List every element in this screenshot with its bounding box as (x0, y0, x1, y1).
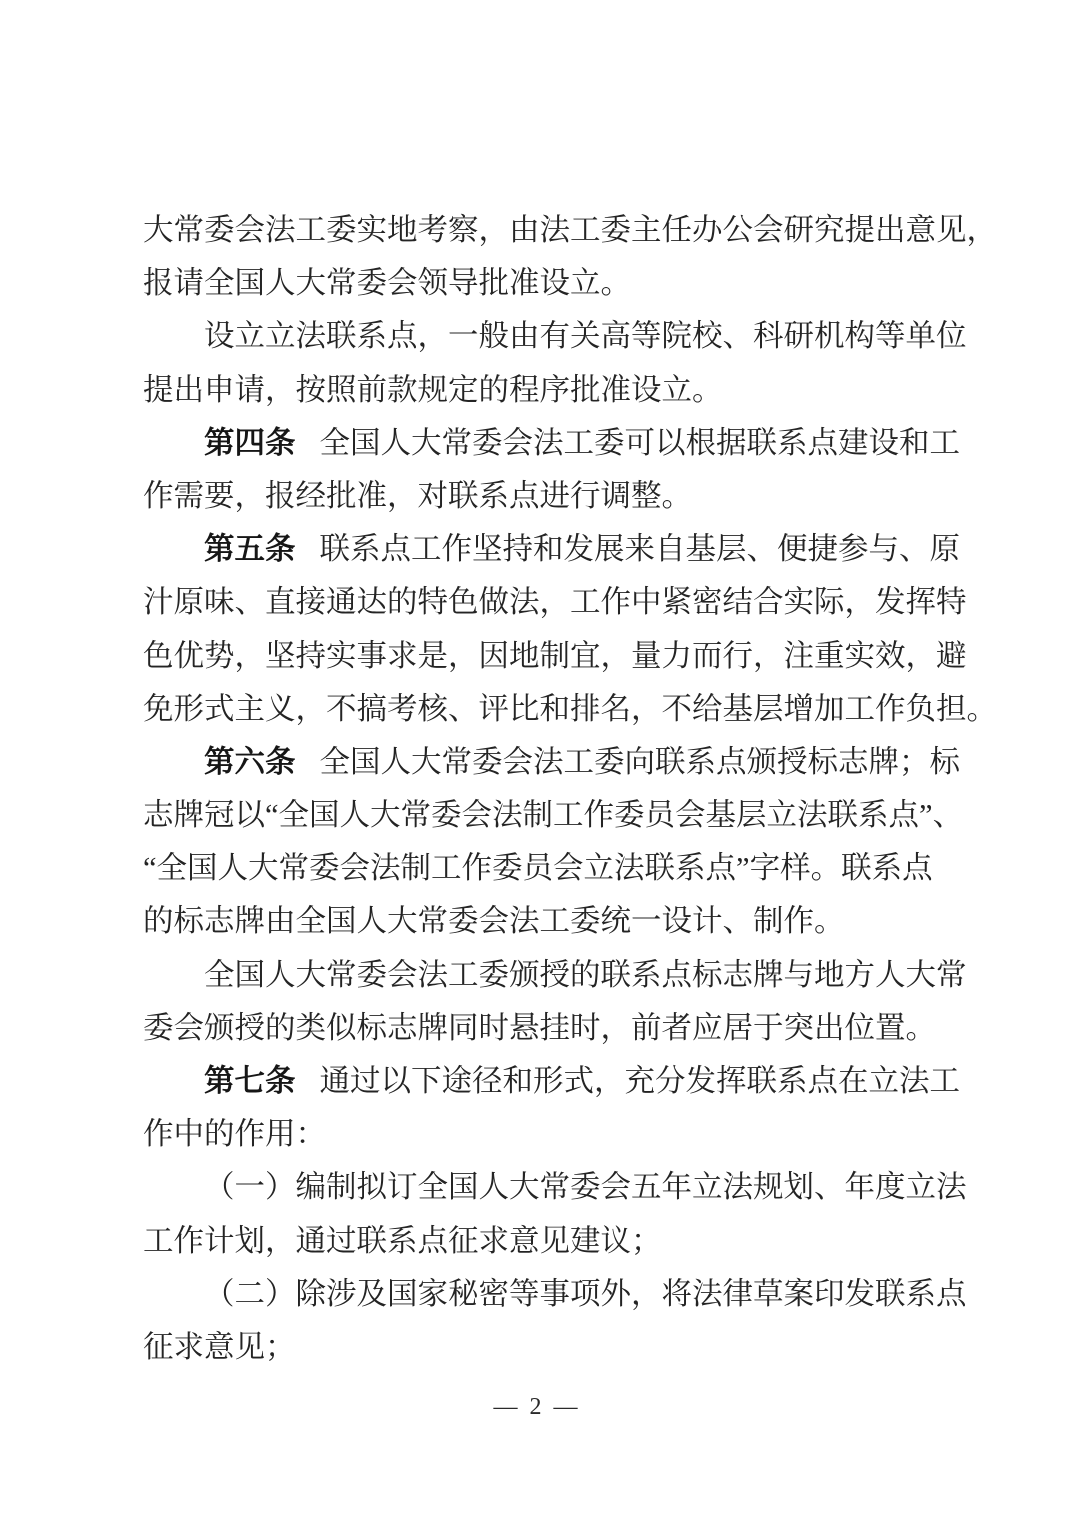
document-line: （一）编制拟订全国人大常委会五年立法规划、年度立法 (204, 1170, 967, 1205)
article-text: 联系点工作坚持和发展来自基层、便捷参与、原 (319, 532, 960, 567)
document-line (143, 736, 960, 789)
document-line (143, 523, 960, 576)
document-line: 大常委会法工委实地考察，由法工委主任办公会研究提出意见， (143, 213, 997, 247)
document-line: 报请全国人大常委会领导批准设立。 (143, 266, 631, 301)
document-line: 汁原味、直接通达的特色做法，工作中紧密结合实际，发挥特 (143, 585, 967, 620)
document-line: 委会颁授的类似标志牌同时悬挂时，前者应居于突出位置。 (143, 1010, 936, 1045)
document-line: 志牌冠以“全国人大常委会法制工作委员会基层立法联系点”、 (143, 798, 964, 833)
article-text: 全国人大常委会法工委向联系点颁授标志牌；标 (319, 744, 960, 779)
article-number: 第四条 (204, 425, 296, 460)
document-line: 作需要，报经批准，对联系点进行调整。 (143, 478, 692, 513)
document-line: 的标志牌由全国人大常委会法工委统一设计、制作。 (143, 904, 845, 939)
document-line: “全国人大常委会法制工作委员会立法联系点”字样。联系点 (143, 851, 933, 886)
document-line: （二）除涉及国家秘密等事项外，将法律草案印发联系点 (204, 1276, 967, 1311)
document-line: 全国人大常委会法工委颁授的联系点标志牌与地方人大常 (204, 957, 967, 992)
document-line: 工作计划，通过联系点征求意见建议； (143, 1223, 662, 1258)
page-number: — 2 — (493, 1394, 581, 1420)
document-line: 免形式主义，不搞考核、评比和排名，不给基层增加工作负担。 (143, 691, 997, 726)
document-line: 色优势，坚持实事求是，因地制宜，量力而行，注重实效，避 (143, 638, 967, 673)
document-line (143, 1055, 960, 1108)
document-line: 设立立法联系点，一般由有关高等院校、科研机构等单位 (204, 319, 967, 354)
article-text: 全国人大常委会法工委可以根据联系点建设和工 (319, 425, 960, 460)
document-text-block (143, 204, 997, 1374)
article-text: 通过以下途径和形式，充分发挥联系点在立法工 (319, 1064, 960, 1098)
document-line: 征求意见； (143, 1329, 296, 1364)
article-number: 第五条 (204, 532, 296, 567)
document-line (143, 417, 960, 470)
document-line: 提出申请，按照前款规定的程序批准设立。 (143, 372, 723, 407)
article-number: 第七条 (204, 1064, 296, 1098)
document-line: 作中的作用： (143, 1117, 326, 1152)
article-number: 第六条 (204, 744, 296, 779)
